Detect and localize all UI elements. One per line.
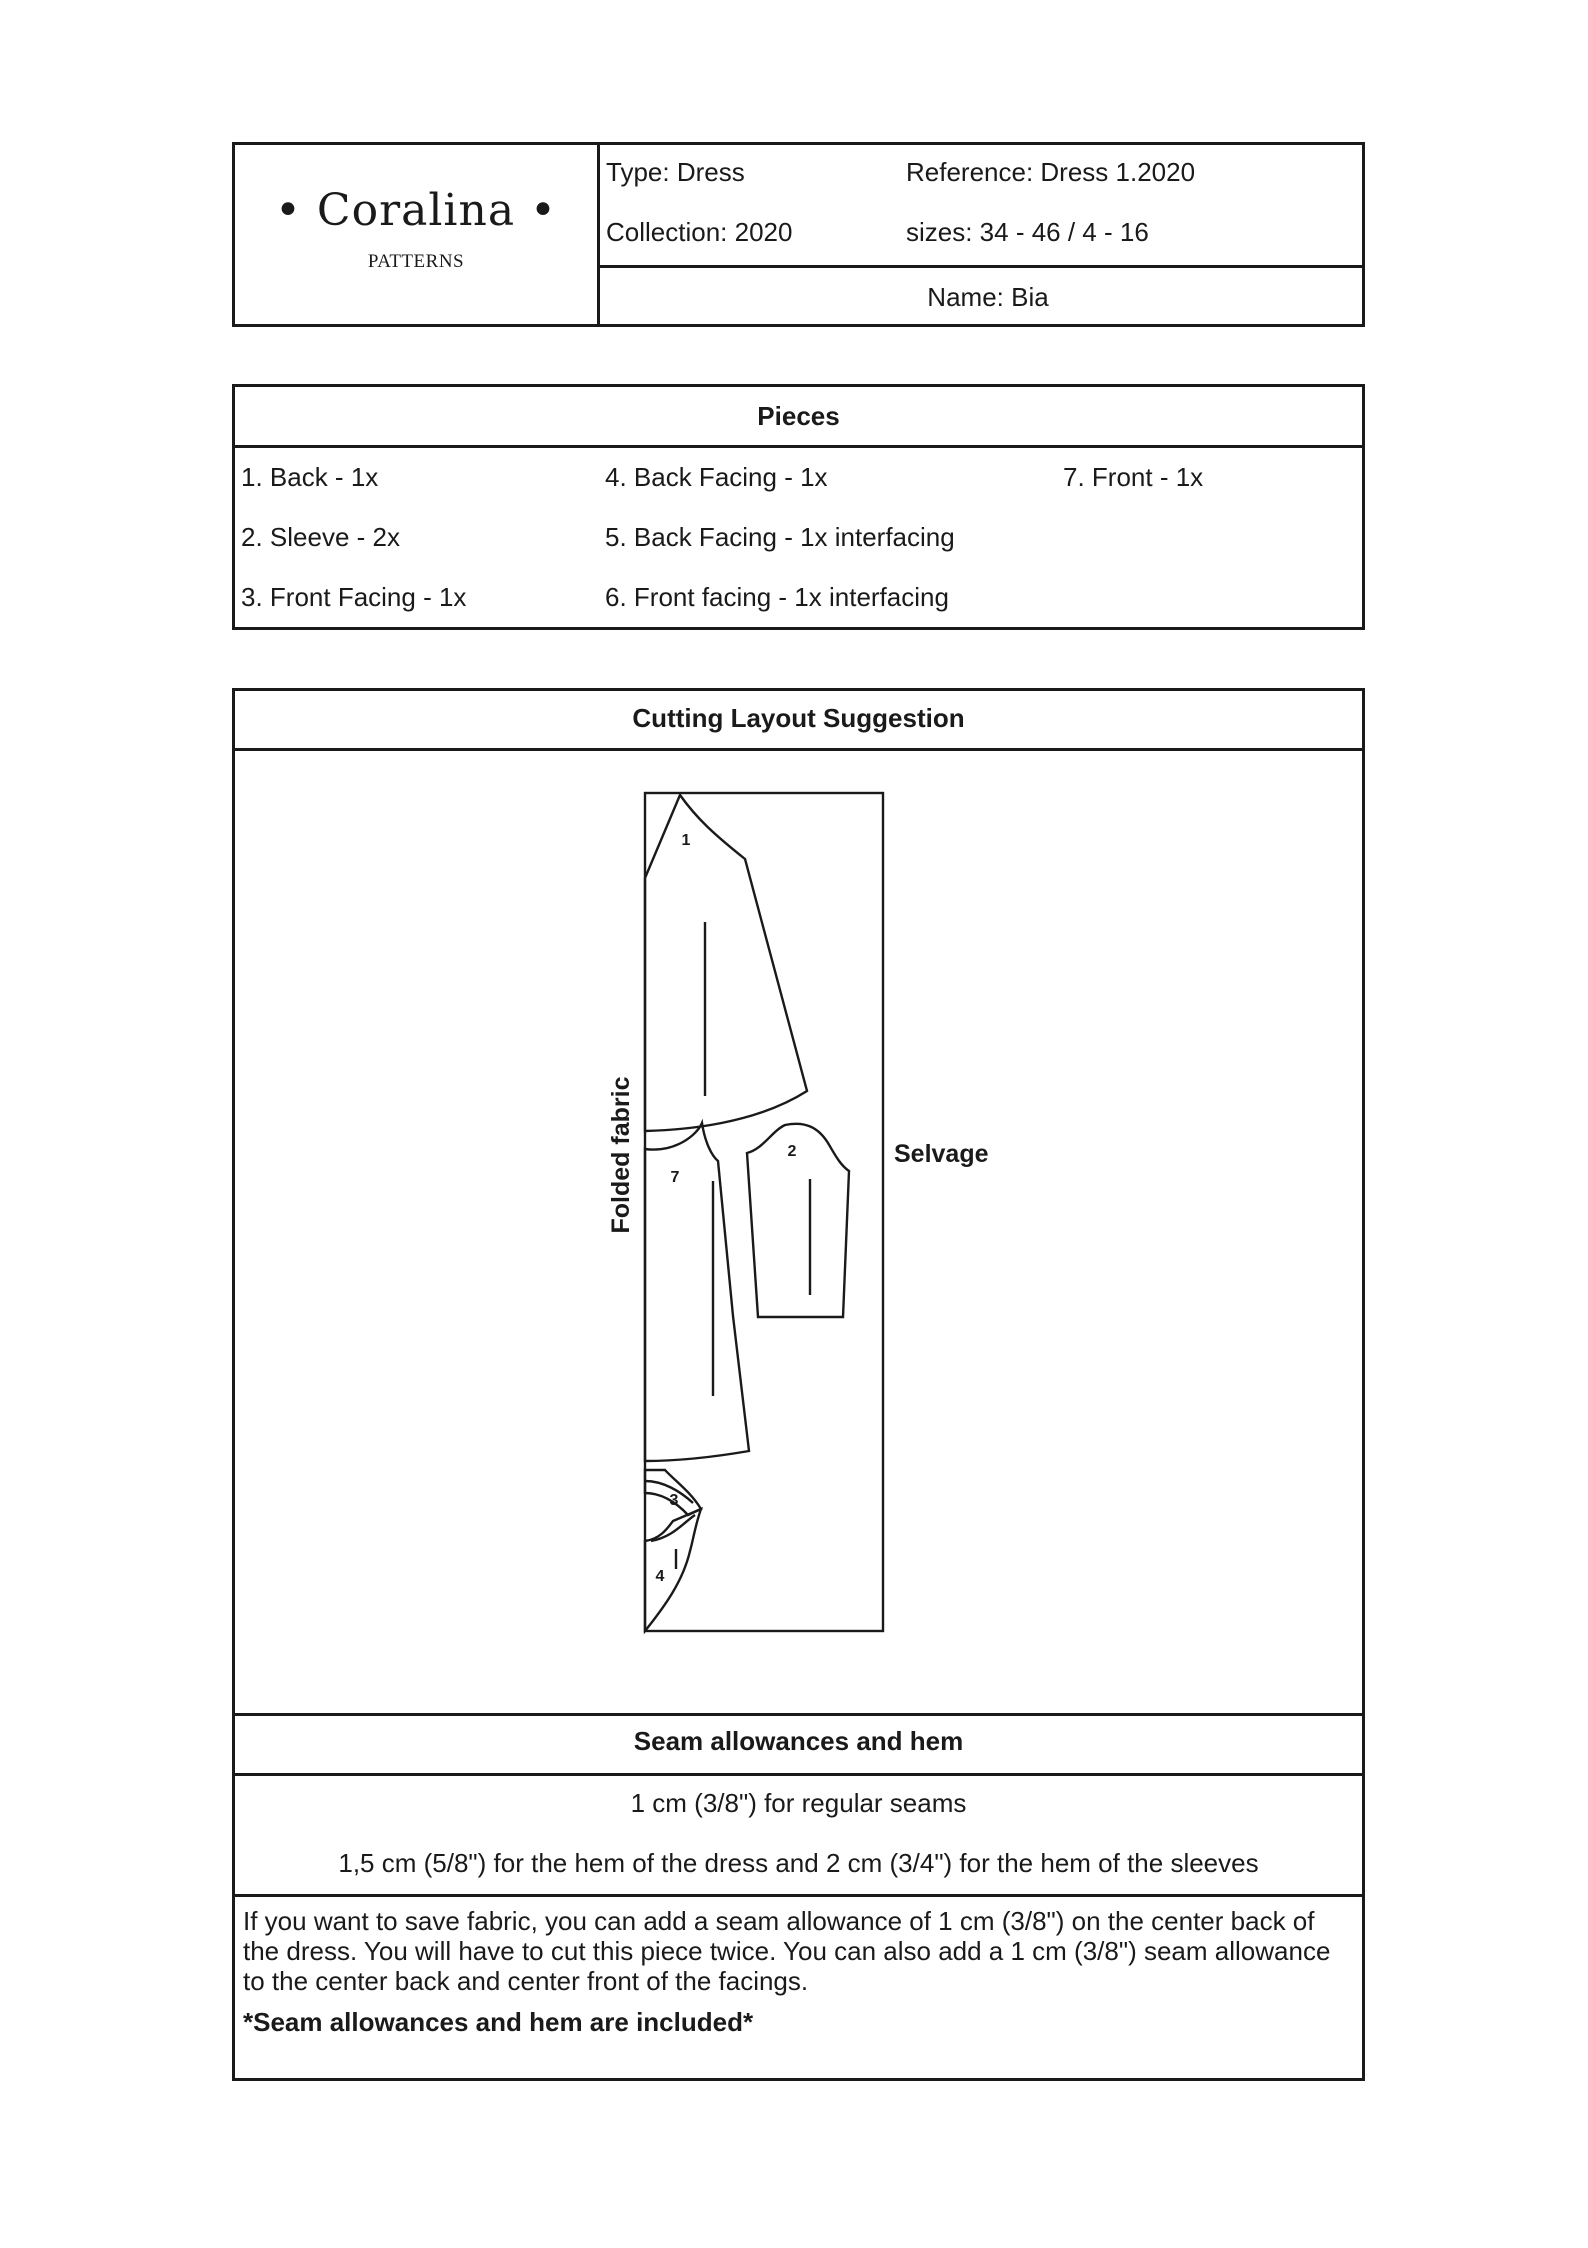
piece-label: 7: [670, 1169, 680, 1186]
piece-front-outline: [645, 1123, 749, 1461]
info-block: [600, 145, 1362, 268]
layout-title: Cutting Layout Suggestion: [632, 703, 965, 733]
piece-label: 3: [669, 1492, 679, 1509]
pieces-title: Pieces: [757, 401, 840, 431]
divider: [235, 1773, 1362, 1776]
sizes-field: sizes: 34 - 46 / 4 - 16: [906, 217, 1149, 247]
pieces-table: [232, 384, 1365, 630]
seam-included-note: *Seam allowances and hem are included*: [243, 2007, 754, 2037]
name-field: Name: Bia: [927, 282, 1049, 312]
selvage-label: Selvage: [894, 1140, 989, 1168]
brand-logo: • Coralina •: [274, 185, 557, 236]
piece-label: 4: [655, 1568, 665, 1585]
logo-cell: [235, 145, 600, 324]
seams-title: Seam allowances and hem: [633, 1726, 964, 1756]
piece-item: 4. Back Facing - 1x: [605, 462, 828, 492]
divider: [235, 445, 1362, 448]
piece-label: 1: [681, 832, 691, 849]
piece-item: 7. Front - 1x: [1063, 462, 1204, 492]
piece-back-facing-outline: [645, 1509, 701, 1631]
piece-item: 2. Sleeve - 2x: [241, 522, 400, 552]
header-table: [232, 142, 1365, 327]
cutting-layout-diagram: [235, 691, 1362, 1721]
cutting-layout-table: [232, 688, 1365, 2081]
piece-sleeve-outline: [747, 1124, 849, 1317]
folded-fabric-label: Folded fabric: [607, 1076, 635, 1234]
piece-item: 1. Back - 1x: [241, 462, 379, 492]
piece-item: 6. Front facing - 1x interfacing: [605, 582, 949, 612]
collection-field: Collection: 2020: [606, 217, 793, 247]
piece-label: 2: [787, 1143, 797, 1160]
fabric-saving-note: If you want to save fabric, you can add a seam allowance of 1 cm (3/8") on the center back of the dress. You will have to cut this piece twice. You can also add a 1 cm (3/8") seam allowance to the center back and center front of the facings.: [243, 1906, 1331, 1996]
brand-subtitle: PATTERNS: [367, 251, 465, 272]
piece-back-outline: [645, 795, 807, 1131]
reference-field: Reference: Dress 1.2020: [906, 157, 1196, 187]
name-row: [600, 268, 1362, 324]
divider: [235, 1894, 1362, 1897]
type-field: Type: Dress: [606, 157, 745, 187]
piece-item: 5. Back Facing - 1x interfacing: [605, 522, 955, 552]
seam-line-hem: 1,5 cm (5/8") for the hem of the dress and 2 cm (3/4") for the hem of the sleeves: [338, 1848, 1259, 1878]
piece-item: 3. Front Facing - 1x: [241, 582, 467, 612]
divider: [235, 1713, 1362, 1716]
seam-line-regular: 1 cm (3/8") for regular seams: [630, 1788, 967, 1818]
